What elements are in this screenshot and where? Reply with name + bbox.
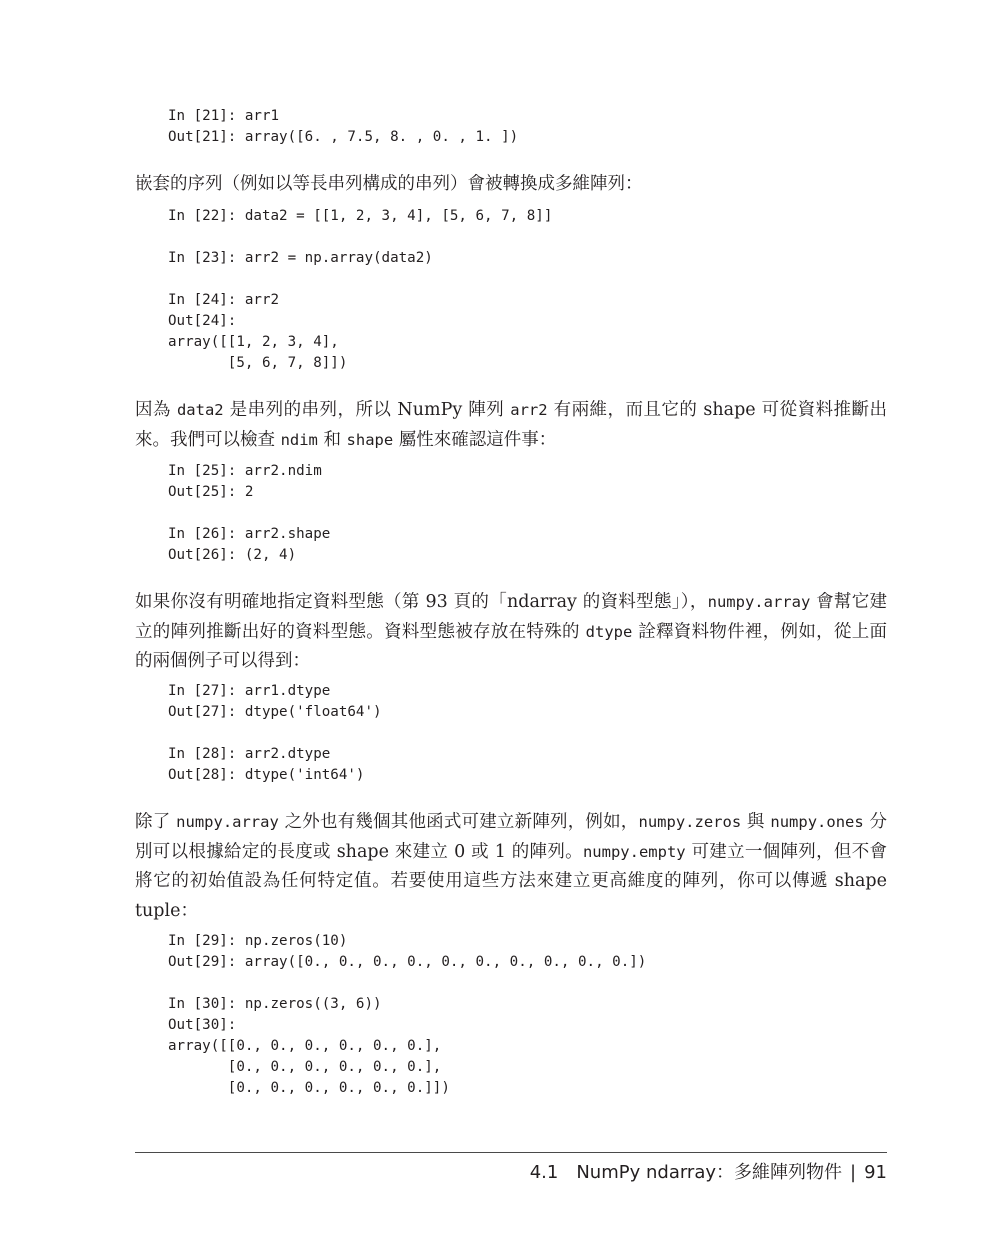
code-line: Out[25]: 2 — [168, 484, 254, 500]
code-block-3 — [168, 461, 330, 566]
inline-code: numpy.empty — [582, 842, 686, 861]
paragraph-text: 除了 — [135, 812, 177, 832]
code-line: In [21]: arr1 — [168, 108, 280, 124]
paragraph-text: 如果你沒有明確地指定資料型態（第 93 頁的「ndarray 的資料型態」）， — [135, 592, 708, 612]
paragraph-text: 分別可以根據給定的長度或 shape 來建立 0 或 1 的陣列。 — [135, 812, 887, 862]
paragraph-text: 嵌套的序列（例如以等長串列構成的串列）會被轉換成多維陣列： — [135, 174, 643, 194]
code-line: In [22]: data2 = [[1, 2, 3, 4], [5, 6, 7, 8]] — [168, 208, 553, 224]
paragraph-text: 會幫它建立的陣列推斷出好的資料型態。資料型態被存放在特殊的 — [135, 592, 888, 642]
code-line: In [30]: np.zeros((3, 6)) — [168, 996, 382, 1012]
inline-code: shape — [346, 430, 394, 449]
code-line: Out[21]: array([6. , 7.5, 8. , 0. , 1. ]) — [168, 129, 519, 145]
paragraph-text: 屬性來確認這件事： — [393, 429, 557, 450]
inline-code: numpy.zeros — [638, 813, 742, 831]
paragraph-text: 與 — [741, 812, 771, 832]
inline-code: numpy.array — [707, 593, 811, 611]
footer-section-title: NumPy ndarray：多維陣列物件 — [576, 1162, 843, 1183]
footer-divider — [135, 1152, 887, 1153]
code-line: In [25]: arr2.ndim — [168, 463, 322, 479]
page-footer — [530, 1161, 887, 1185]
code-line: Out[28]: dtype('int64') — [168, 767, 365, 783]
code-line: Out[26]: (2, 4) — [168, 547, 297, 563]
code-line: [0., 0., 0., 0., 0., 0.], — [168, 1059, 442, 1075]
paragraph-text: 之外也有幾個其他函式可建立新陣列，例如， — [278, 812, 639, 832]
footer-separator: | — [850, 1162, 857, 1183]
code-line: In [26]: arr2.shape — [168, 526, 331, 542]
code-line: In [28]: arr2.dtype — [168, 746, 331, 762]
code-line: [5, 6, 7, 8]]) — [168, 355, 348, 371]
paragraph-text: 可建立一個陣列，但不會將它的初始值設為任何特定值。若要使用這些方法來建立更高維度的陣列，你可以傳遞 shape tuple： — [135, 841, 887, 921]
code-block-1 — [168, 106, 518, 148]
code-line: array([[0., 0., 0., 0., 0., 0.], — [168, 1038, 442, 1054]
code-line: In [29]: np.zeros(10) — [168, 933, 348, 949]
code-block-4 — [168, 681, 382, 786]
inline-code: ndim — [280, 430, 318, 449]
code-block-2 — [168, 206, 552, 374]
paragraph-text: 詮釋資料物件裡，例如，從上面的兩個例子可以得到： — [135, 621, 888, 671]
code-block-5 — [168, 931, 646, 1099]
inline-code: data2 — [176, 401, 224, 419]
paragraph-dtype-inference — [135, 588, 887, 677]
page-number: 91 — [864, 1162, 887, 1183]
code-line: In [23]: arr2 = np.array(data2) — [168, 250, 433, 266]
inline-code: numpy.ones — [770, 813, 864, 831]
code-line: array([[1, 2, 3, 4], — [168, 334, 339, 350]
inline-code: dtype — [585, 622, 633, 641]
footer-section-number: 4.1 — [529, 1162, 559, 1183]
paragraph-text: 和 — [317, 429, 347, 450]
paragraph-text: 有兩維，而且它的 shape 可從資料推斷出來。我們可以檢查 — [135, 400, 887, 450]
code-line: Out[24]: — [168, 313, 237, 329]
code-line: Out[30]: — [168, 1017, 237, 1033]
code-line: [0., 0., 0., 0., 0., 0.]]) — [168, 1080, 450, 1096]
paragraph-text: 是串列的串列，所以 NumPy 陣列 — [223, 400, 511, 420]
paragraph-zeros-ones-empty — [135, 808, 887, 926]
inline-code: numpy.array — [176, 813, 279, 831]
code-line: Out[29]: array([0., 0., 0., 0., 0., 0., 0., 0., 0., 0.]) — [168, 954, 647, 970]
code-line: In [24]: arr2 — [168, 292, 280, 308]
code-line: Out[27]: dtype('float64') — [168, 704, 382, 720]
paragraph-shape-inference — [135, 396, 887, 455]
paragraph-nested-sequences — [135, 170, 887, 200]
inline-code: arr2 — [510, 401, 548, 419]
paragraph-text: 因為 — [135, 400, 177, 420]
code-line: In [27]: arr1.dtype — [168, 683, 331, 699]
